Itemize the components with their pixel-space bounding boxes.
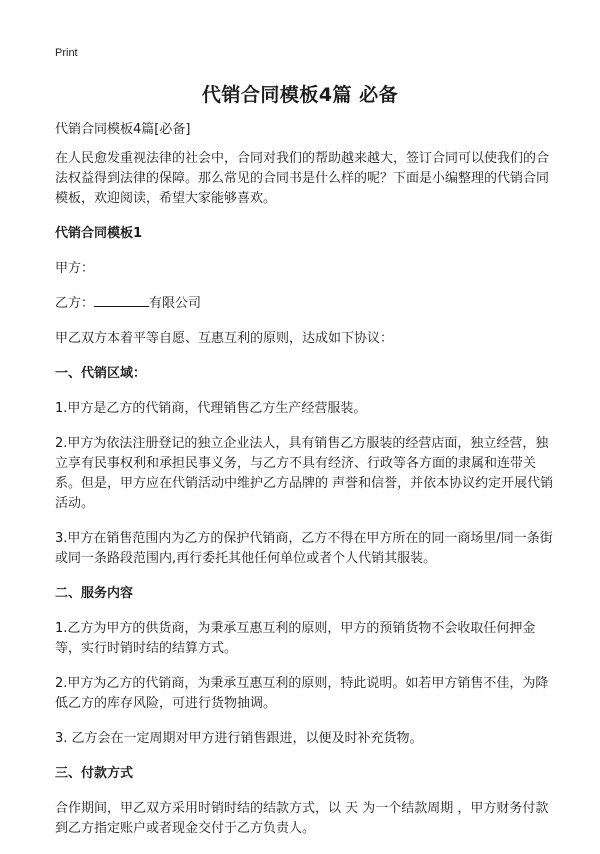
- section1-item-2: 2.甲方为依法注册登记的独立企业法人，具有销售乙方服装的经营店面，独立经营，独立享有民事权利和承担民事义务，与乙方不具有经济、行政等各方面的隶属和连带关系。但是，甲方应在代销活动中维护乙方品牌的 声誉和信誉，并依本协议约定开展代销活动。: [55, 436, 554, 511]
- section2-item-2: 2.甲方为乙方的代销商，为秉承互惠互利的原则，特此说明。如若甲方销售不佳，为降低乙方的库存风险，可进行货物抽调。: [55, 676, 549, 711]
- section1-item-3: 3.甲方在销售范围内为乙方的保护代销商，乙方不得在甲方所在的同一商场里/同一条街或同一条路段范围内,再行委托其他任何单位或者个人代销其服装。: [55, 531, 553, 566]
- party-b-prefix: 乙方：: [55, 296, 95, 311]
- party-a-line: 甲方：: [55, 261, 95, 276]
- page-title: 代销合同模板4篇 必备: [201, 84, 399, 106]
- template-heading: 代销合同模板1: [55, 226, 143, 241]
- document-body: [55, 120, 555, 854]
- section3-item-1: 合作期间，甲乙双方采用时销时结的结款方式，以 天 为一个结款周期 ，甲方财务付款到乙方指定账户或者现金交付于乙方负责人。: [55, 801, 549, 836]
- section3-heading: 三、付款方式: [55, 766, 134, 781]
- section2-item-1: 1.乙方为甲方的供货商，为秉承互惠互利的原则，甲方的预销货物不会收取任何押金等，实行时销时结的结算方式。: [55, 621, 536, 656]
- party-b-suffix: 有限公司: [149, 296, 202, 311]
- document-subtitle: 代销合同模板4篇[必备]: [55, 122, 191, 137]
- section1-item-1: 1.甲方是乙方的代销商，代理销售乙方生产经营服装。: [55, 401, 367, 416]
- section1-heading: 一、代销区域：: [55, 366, 147, 381]
- party-b-line: [55, 294, 555, 314]
- section2-item-3: 3. 乙方会在一定周期对甲方进行销售跟进，以便及时补充货物。: [55, 731, 423, 746]
- section2-heading: 二、服务内容: [55, 586, 134, 601]
- intro-paragraph: 在人民愈发重视法律的社会中，合同对我们的帮助越来越大，签订合同可以使我们的合法权益得到法律的保障。那么常见的合同书是什么样的呢？下面是小编整理的代销合同模板，欢迎阅读，希望大家能够喜欢。: [55, 151, 550, 206]
- agreement-paragraph: 甲乙双方本着平等自愿、互惠互利的原则，达成如下协议：: [55, 331, 394, 346]
- party-b-blank: [94, 294, 149, 307]
- print-label[interactable]: Print: [55, 47, 78, 59]
